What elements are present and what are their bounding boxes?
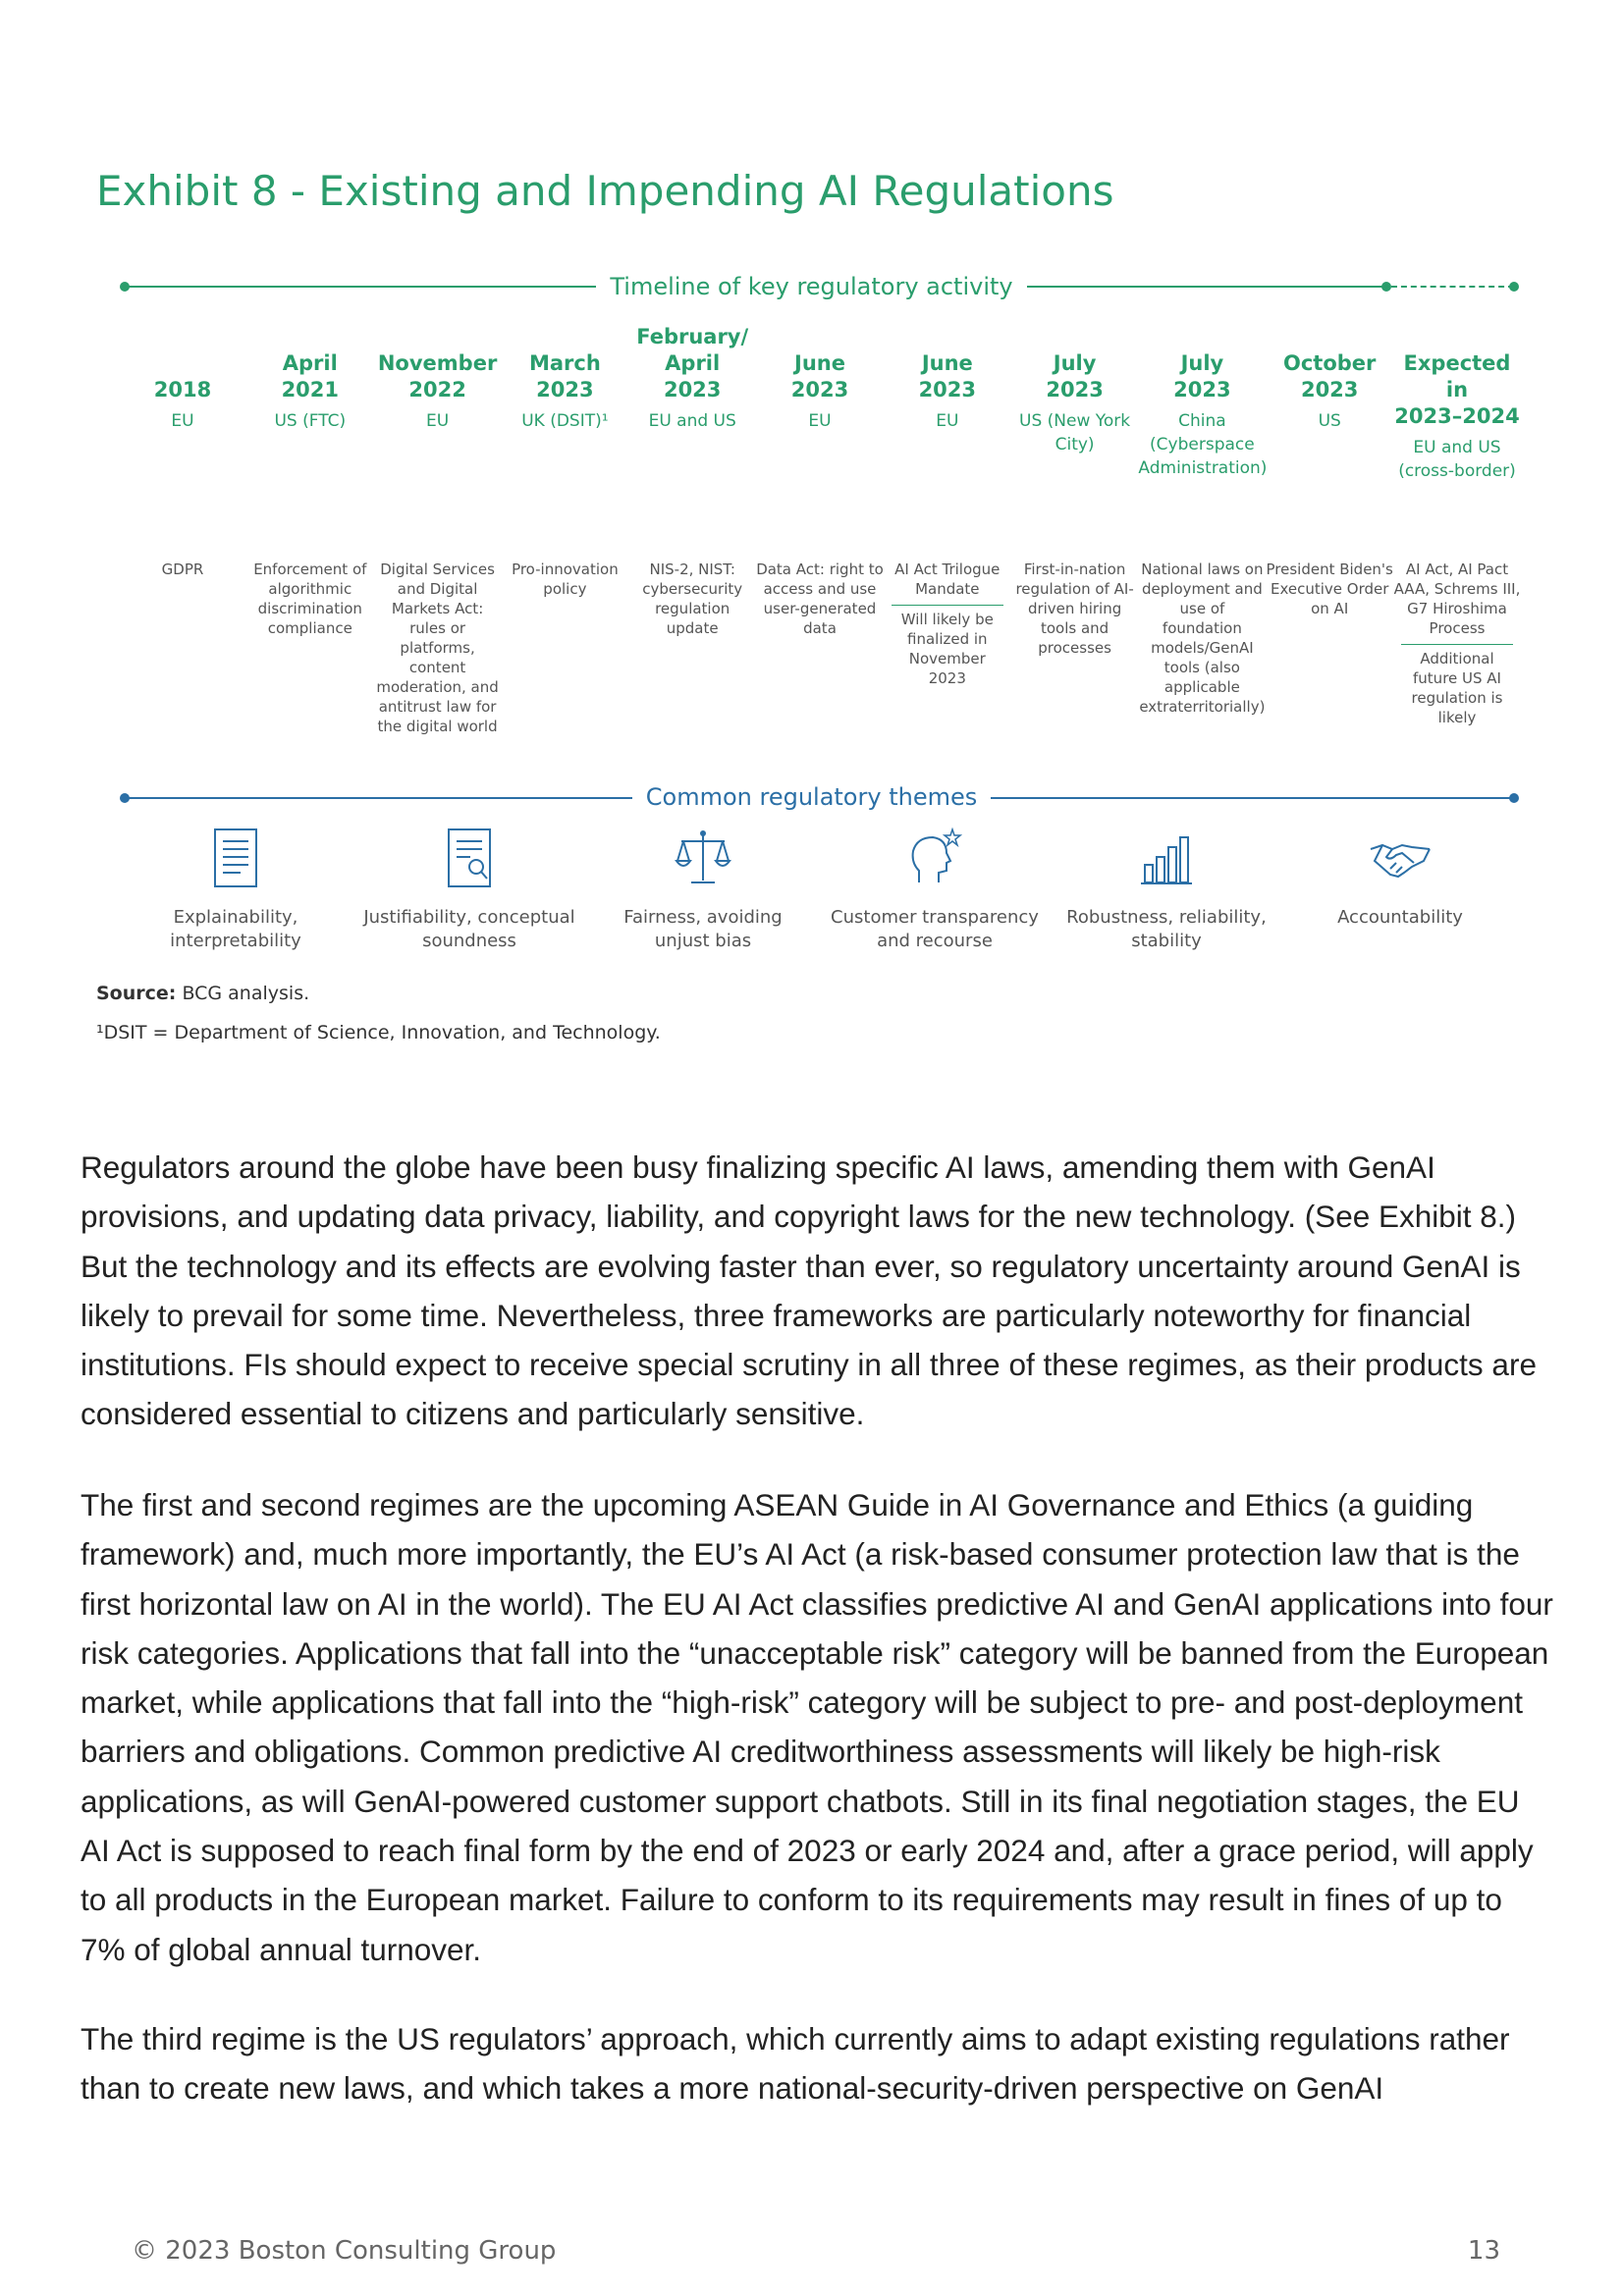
timeline-description <box>374 560 502 736</box>
theme-customer-transparency <box>827 828 1043 953</box>
timeline-date-line: 2023 <box>536 378 594 401</box>
timeline-date-line: 2023 <box>663 378 722 401</box>
timeline-item <box>1011 324 1139 756</box>
timeline-date <box>756 324 884 403</box>
theme-label: Accountability <box>1337 907 1463 928</box>
timeline-date-line <box>119 350 246 377</box>
timeline-description <box>501 560 628 599</box>
timeline-description <box>1393 560 1521 727</box>
timeline-date-line: Expected in <box>1403 351 1511 401</box>
timeline-description-text: President Biden's Executive Order on AI <box>1266 561 1393 617</box>
timeline-jurisdiction: US (New York City) <box>1019 411 1131 454</box>
timeline-item <box>628 324 756 756</box>
timeline-description <box>246 560 374 638</box>
timeline-date-line: March <box>528 351 601 375</box>
timeline-date-line <box>1266 324 1393 350</box>
timeline-item <box>374 324 502 756</box>
timeline-description-text: Data Act: right to access and use user-generated data <box>756 561 884 637</box>
timeline-date-line <box>1138 324 1266 350</box>
timeline-description <box>119 560 246 579</box>
timeline-note: Additional future US AI regulation is likely <box>1401 644 1513 727</box>
theme-label: Customer transparency and recourse <box>831 907 1039 951</box>
timeline-date-line <box>246 324 374 350</box>
theme-label: Justifiability, conceptual soundness <box>363 907 575 951</box>
timeline-date-line: 2023 <box>918 378 977 401</box>
timeline-date <box>374 324 502 403</box>
timeline-date <box>119 324 246 403</box>
theme-label: Fairness, avoiding unjust bias <box>623 907 783 951</box>
body-paragraph-3: The third regime is the US regulators’ approach, which currently aims to adapt existing regulations rather than to create new laws, and which takes a more national-security-driven perspective on GenAI <box>81 2021 1510 2107</box>
document-search-icon <box>447 828 492 888</box>
timeline-description-text: Pro-innovation policy <box>512 561 619 598</box>
theme-label: Robustness, reliability, stability <box>1066 907 1267 951</box>
timeline-date-line <box>501 324 628 350</box>
timeline-date-line <box>1393 324 1521 350</box>
timeline-date-line: 2023 <box>1173 378 1231 401</box>
timeline-jurisdiction: UK (DSIT)¹ <box>521 411 609 431</box>
bar-chart-icon <box>1137 828 1196 888</box>
timeline-description <box>756 560 884 638</box>
timeline-jurisdiction: US <box>1318 411 1341 431</box>
timeline-jurisdiction: EU and US <box>648 411 736 431</box>
theme-explainability <box>128 828 344 953</box>
timeline-item <box>884 324 1011 756</box>
timeline-jurisdiction: EU <box>426 411 450 431</box>
page-number: 13 <box>1467 2236 1500 2266</box>
timeline-description <box>628 560 756 638</box>
person-star-icon <box>905 828 964 888</box>
timeline-date <box>628 324 756 403</box>
timeline-description <box>1266 560 1393 618</box>
timeline-item <box>501 324 628 756</box>
timeline-date-line: 2021 <box>281 378 340 401</box>
timeline-date-line <box>374 324 502 350</box>
body-paragraph-1: Regulators around the globe have been busy finalizing specific AI laws, amending them with GenAI provisions, and updating data privacy, liability, and copyright laws for the new technology. (See Exhibit 8.) But the technology and its effects are evolving faster than ever, so regulatory uncertainty around GenAI is likely to prevail for some time. Nevertheless, three frameworks are particularly noteworthy for financial institutions. FIs should expect to receive special scrutiny in all three of these regimes, as their products are considered essential to citizens and particularly sensitive. <box>81 1149 1537 1432</box>
timeline-item <box>246 324 374 756</box>
source-label: Source: <box>96 983 177 1004</box>
timeline-jurisdiction: EU and US (cross-border) <box>1398 438 1516 481</box>
source-line <box>96 983 309 1004</box>
timeline-date <box>1266 324 1393 403</box>
timeline-date <box>884 324 1011 403</box>
timeline-date-line: 2018 <box>153 378 212 401</box>
timeline-description-text: GDPR <box>161 561 204 578</box>
timeline-date-line: April <box>665 351 721 375</box>
timeline-description-text: National laws on deployment and use of foundation models/GenAI tools (also applicable extraterritorially) <box>1139 561 1266 716</box>
timeline-description-text: NIS-2, NIST: cybersecurity regulation update <box>642 561 743 637</box>
timeline-date-line <box>119 324 246 350</box>
timeline-date-line <box>756 324 884 350</box>
document-icon <box>213 828 258 888</box>
timeline-date-line: July <box>1180 351 1224 375</box>
timeline-date-line: April <box>282 351 338 375</box>
timeline-date-line: June <box>794 351 845 375</box>
timeline-item <box>1266 324 1393 756</box>
timeline-date-line: November <box>377 351 498 375</box>
timeline-item <box>1393 324 1521 756</box>
timeline-jurisdiction: EU <box>936 411 959 431</box>
timeline-date-line <box>884 324 1011 350</box>
timeline-date-line: June <box>921 351 973 375</box>
timeline-date <box>1138 324 1266 403</box>
timeline-jurisdiction: China (Cyberspace Administration) <box>1138 411 1268 478</box>
timeline-note: Will likely be finalized in November 2023 <box>892 605 1003 688</box>
timeline-date <box>1011 324 1139 403</box>
timeline-date-line: 2023 <box>1046 378 1104 401</box>
timeline-date-line: 2023–2024 <box>1394 404 1520 428</box>
theme-justifiability <box>361 828 577 953</box>
timeline-date <box>1393 324 1521 430</box>
timeline-date-line: October <box>1282 351 1377 375</box>
theme-fairness <box>595 828 811 953</box>
scales-icon <box>674 828 732 888</box>
handshake-icon <box>1369 828 1432 888</box>
footnote: ¹DSIT = Department of Science, Innovation, and Technology. <box>96 1022 661 1043</box>
timeline-description-text: AI Act Trilogue Mandate <box>894 561 1001 598</box>
timeline-jurisdiction: US (FTC) <box>274 411 347 431</box>
theme-robustness <box>1058 828 1274 953</box>
theme-accountability <box>1292 828 1508 930</box>
timeline-description <box>884 560 1011 688</box>
timeline-item <box>756 324 884 756</box>
timeline-description-text: Enforcement of algorithmic discrimination compliance <box>253 561 367 637</box>
timeline-description <box>1138 560 1266 717</box>
timeline-date-line <box>1011 324 1139 350</box>
source-text: BCG analysis. <box>182 983 310 1004</box>
footer-copyright: © 2023 Boston Consulting Group <box>132 2236 557 2266</box>
exhibit-title: Exhibit 8 - Existing and Impending AI Regulations <box>96 167 1114 215</box>
timeline-description-text: Digital Services and Digital Markets Act: rules or platforms, content moderation, and antitrust law for the digital world <box>376 561 499 735</box>
body-paragraph-2: The first and second regimes are the upcoming ASEAN Guide in AI Governance and Ethics (a guiding framework) and, much more importantly, the EU’s AI Act (a risk-based consumer protection law that is the first horizontal law on AI in the world). The EU AI Act classifies predictive AI and GenAI applications into four risk categories. Applications that fall into the “unacceptable risk” category will be banned from the European market, while applications that fall into the “high-risk” category will be subject to pre- and post-deployment barriers and obligations. Common predictive AI creditworthiness assessments will likely be high-risk applications, as will GenAI-powered customer support chatbots. Still in its final negotiation stages, the EU AI Act is supposed to reach final form by the end of 2023 or early 2024 and, after a grace period, will apply to all products in the European market. Failure to conform to its requirements may result in fines of up to 7% of global annual turnover. <box>81 1487 1553 1967</box>
timeline-date <box>246 324 374 403</box>
timeline-date-line: 2022 <box>408 378 466 401</box>
timeline-description <box>1011 560 1139 658</box>
timeline-description-text: AI Act, AI Pact AAA, Schrems III, G7 Hiroshima Process <box>1393 561 1521 637</box>
timeline-date-line: February/ <box>636 325 749 348</box>
timeline-date-line: 2023 <box>1300 378 1359 401</box>
timeline-date-line: July <box>1053 351 1097 375</box>
themes-header: Common regulatory themes <box>0 783 1623 811</box>
timeline-description-text: First-in-nation regulation of AI-driven hiring tools and processes <box>1015 561 1134 657</box>
theme-label: Explainability, interpretability <box>170 907 301 951</box>
timeline-item <box>1138 324 1266 756</box>
timeline-date-line: 2023 <box>790 378 849 401</box>
timeline-item <box>119 324 246 756</box>
timeline-date <box>501 324 628 403</box>
timeline-header: Timeline of key regulatory activity <box>0 273 1623 300</box>
timeline-jurisdiction: EU <box>171 411 194 431</box>
timeline-jurisdiction: EU <box>808 411 832 431</box>
